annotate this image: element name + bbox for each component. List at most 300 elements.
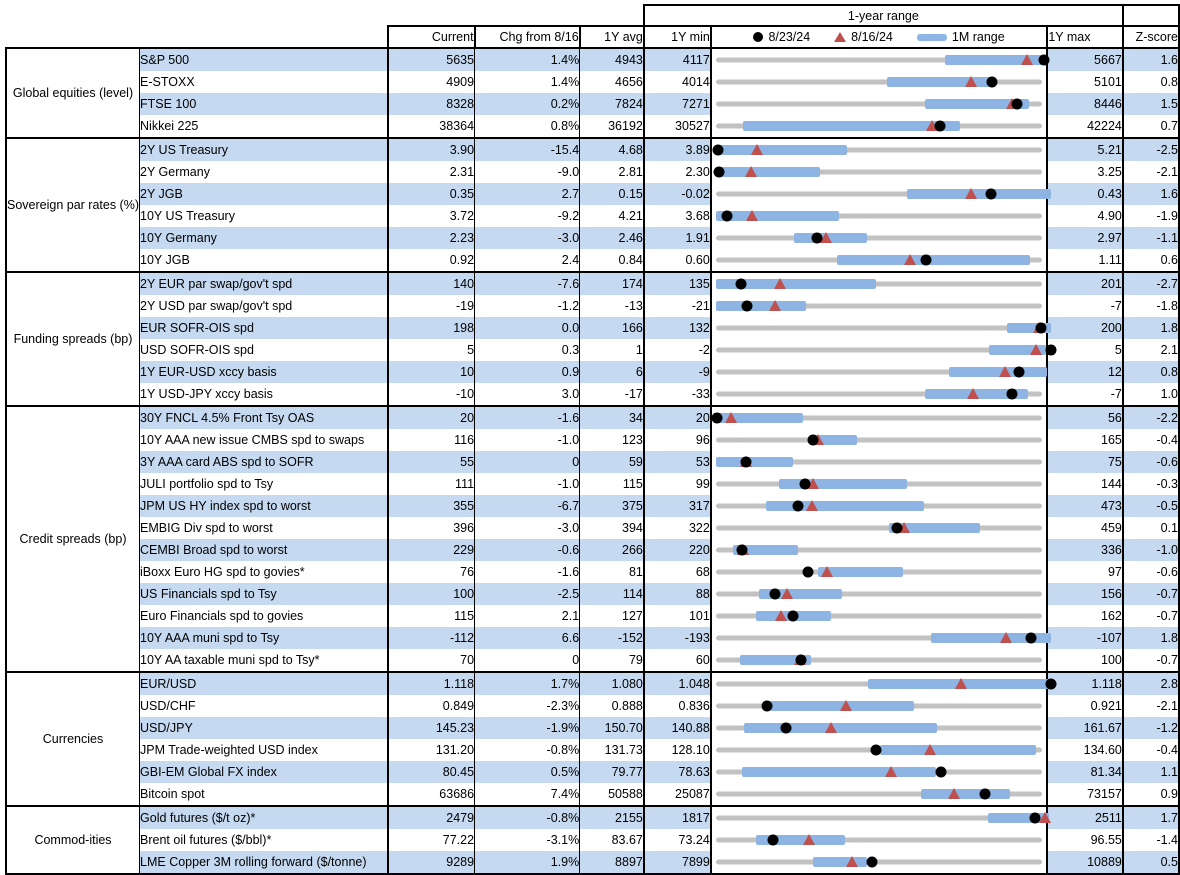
table-row — [6, 517, 1179, 539]
current-value: 77.22 — [388, 829, 475, 851]
table-row — [6, 295, 1179, 317]
avg-value: 0.888 — [580, 695, 644, 717]
chg-value: 0.9 — [475, 361, 580, 383]
row-label: 10Y Germany — [140, 227, 388, 249]
max-value: -107 — [1047, 627, 1123, 649]
range-chart — [711, 183, 1048, 205]
min-value: 96 — [644, 429, 711, 451]
triangle-marker-8-16 — [803, 834, 815, 845]
row-label: GBI-EM Global FX index — [140, 761, 388, 783]
current-value: 0.35 — [388, 183, 475, 205]
current-value: 80.45 — [388, 761, 475, 783]
max-value: 1.11 — [1047, 249, 1123, 272]
table-row — [6, 205, 1179, 227]
chg-value: 0.2% — [475, 93, 580, 115]
triangle-marker-8-16 — [1039, 812, 1051, 823]
table-row — [6, 429, 1179, 451]
zscore-value: -1.1 — [1123, 227, 1179, 249]
chg-value: -15.4 — [475, 138, 580, 161]
one-month-range-bar — [744, 723, 938, 733]
dot-marker-8-23 — [1012, 99, 1023, 110]
range-chart — [711, 806, 1048, 829]
zscore-value: -2.5 — [1123, 138, 1179, 161]
table-row — [6, 406, 1179, 429]
triangle-marker-8-16 — [751, 144, 763, 155]
table-row — [6, 829, 1179, 851]
zscore-value: -1.8 — [1123, 295, 1179, 317]
table-row — [6, 539, 1179, 561]
table-row — [6, 183, 1179, 205]
current-value: -112 — [388, 627, 475, 649]
col-header-chg: Chg from 8/16 — [475, 26, 580, 48]
section-title: Credit spreads (bp) — [6, 406, 140, 672]
chg-value: 0.8% — [475, 115, 580, 138]
row-label: 2Y Germany — [140, 161, 388, 183]
min-value: 140.88 — [644, 717, 711, 739]
table-row — [6, 495, 1179, 517]
zscore-value: -0.7 — [1123, 649, 1179, 672]
min-value: 73.24 — [644, 829, 711, 851]
zscore-value: -1.0 — [1123, 539, 1179, 561]
min-value: 0.836 — [644, 695, 711, 717]
avg-value: 6 — [580, 361, 644, 383]
min-value: 101 — [644, 605, 711, 627]
table-row — [6, 451, 1179, 473]
max-value: 459 — [1047, 517, 1123, 539]
table-row — [6, 761, 1179, 783]
min-value: 317 — [644, 495, 711, 517]
triangle-marker-8-16 — [885, 766, 897, 777]
avg-value: 4943 — [580, 48, 644, 71]
zscore-value: 0.7 — [1123, 115, 1179, 138]
triangle-marker-8-16 — [965, 188, 977, 199]
one-month-range-bar — [813, 857, 867, 867]
data-table — [5, 4, 1180, 875]
avg-value: 0.15 — [580, 183, 644, 205]
range-track — [716, 526, 1043, 531]
chg-value: -1.0 — [475, 473, 580, 495]
min-value: -193 — [644, 627, 711, 649]
range-chart — [711, 115, 1048, 138]
range-chart — [711, 383, 1048, 406]
current-value: 5 — [388, 339, 475, 361]
range-chart — [711, 583, 1048, 605]
range-chart — [711, 561, 1048, 583]
dot-marker-8-23 — [721, 211, 732, 222]
table-row — [6, 115, 1179, 138]
dot-marker-8-23 — [811, 233, 822, 244]
range-chart — [711, 717, 1048, 739]
range-chart — [711, 227, 1048, 249]
min-value: 68 — [644, 561, 711, 583]
dot-marker-8-23 — [736, 279, 747, 290]
zscore-value: 1.7 — [1123, 806, 1179, 829]
header-row-columns — [6, 26, 1179, 48]
current-value: 116 — [388, 429, 475, 451]
header-blank — [6, 5, 644, 26]
row-label: 10Y US Treasury — [140, 205, 388, 227]
section-title: Global equities (level) — [6, 48, 140, 138]
zscore-value: -2.1 — [1123, 161, 1179, 183]
max-value: 473 — [1047, 495, 1123, 517]
row-label: 3Y AAA card ABS spd to SOFR — [140, 451, 388, 473]
current-value: 111 — [388, 473, 475, 495]
max-value: -7 — [1047, 383, 1123, 406]
triangle-marker-8-16 — [1000, 632, 1012, 643]
max-value: 200 — [1047, 317, 1123, 339]
chg-value: -7.6 — [475, 272, 580, 295]
triangle-marker-8-16 — [924, 744, 936, 755]
dot-marker-8-23 — [803, 567, 814, 578]
one-month-range-bar — [742, 767, 936, 777]
range-chart — [711, 739, 1048, 761]
legend-label: 1M range — [951, 30, 1005, 44]
current-value: 140 — [388, 272, 475, 295]
table-row — [6, 851, 1179, 874]
legend-label: 8/16/24 — [851, 30, 893, 44]
section-title: Funding spreads (bp) — [6, 272, 140, 406]
table-row — [6, 317, 1179, 339]
dot-marker-8-23 — [866, 857, 877, 868]
current-value: 3.72 — [388, 205, 475, 227]
current-value: 2479 — [388, 806, 475, 829]
current-value: 4909 — [388, 71, 475, 93]
dot-marker-8-23 — [1045, 679, 1056, 690]
table-row — [6, 473, 1179, 495]
dot-marker-8-23 — [920, 255, 931, 266]
max-value: 5.21 — [1047, 138, 1123, 161]
table-row — [6, 649, 1179, 672]
triangle-marker-8-16 — [1021, 54, 1033, 65]
section-title: Sovereign par rates (%) — [6, 138, 140, 272]
row-label: Bitcoin spot — [140, 783, 388, 806]
zscore-value: 1.8 — [1123, 317, 1179, 339]
dot-marker-8-23 — [741, 457, 752, 468]
avg-value: 1.080 — [580, 672, 644, 695]
dot-marker-8-23 — [870, 745, 881, 756]
triangle-marker-8-16 — [955, 678, 967, 689]
table-row — [6, 605, 1179, 627]
range-chart — [711, 317, 1048, 339]
dot-marker-8-23 — [935, 121, 946, 132]
col-header-zscore: Z-score — [1123, 26, 1179, 48]
section-sovereign-par-rates- — [6, 138, 1179, 272]
current-value: -10 — [388, 383, 475, 406]
chg-value: -0.6 — [475, 539, 580, 561]
current-value: 38364 — [388, 115, 475, 138]
triangle-marker-8-16 — [967, 388, 979, 399]
chg-value: 2.7 — [475, 183, 580, 205]
zscore-value: -1.9 — [1123, 205, 1179, 227]
one-month-range-bar — [716, 301, 806, 311]
bar-legend-icon — [917, 34, 947, 41]
avg-value: 150.70 — [580, 717, 644, 739]
section-title: Currencies — [6, 672, 140, 806]
current-value: 100 — [388, 583, 475, 605]
row-label: JULI portfolio spd to Tsy — [140, 473, 388, 495]
range-track — [716, 438, 1043, 443]
min-value: 1817 — [644, 806, 711, 829]
one-month-range-bar — [766, 501, 923, 511]
current-value: 198 — [388, 317, 475, 339]
row-label: Euro Financials spd to govies — [140, 605, 388, 627]
zscore-value: 1.1 — [1123, 761, 1179, 783]
min-value: 1.048 — [644, 672, 711, 695]
table-row — [6, 161, 1179, 183]
zscore-value: 0.8 — [1123, 71, 1179, 93]
triangle-marker-8-16 — [965, 76, 977, 87]
max-value: 134.60 — [1047, 739, 1123, 761]
table-row — [6, 717, 1179, 739]
avg-value: 79.77 — [580, 761, 644, 783]
one-month-range-bar — [779, 479, 907, 489]
min-value: 3.68 — [644, 205, 711, 227]
avg-value: 174 — [580, 272, 644, 295]
section-title: Commod-ities — [6, 806, 140, 874]
chg-value: -3.0 — [475, 227, 580, 249]
table-row — [6, 138, 1179, 161]
range-chart — [711, 627, 1048, 649]
triangle-marker-8-16 — [846, 856, 858, 867]
range-chart — [711, 272, 1048, 295]
dot-marker-8-23 — [736, 545, 747, 556]
triangle-marker-8-16 — [774, 278, 786, 289]
one-month-range-bar — [716, 145, 847, 155]
range-chart — [711, 605, 1048, 627]
current-value: 355 — [388, 495, 475, 517]
table-row — [6, 361, 1179, 383]
row-label: USD/CHF — [140, 695, 388, 717]
min-value: 1.91 — [644, 227, 711, 249]
current-value: 0.92 — [388, 249, 475, 272]
current-value: 3.90 — [388, 138, 475, 161]
current-value: 0.849 — [388, 695, 475, 717]
range-chart — [711, 829, 1048, 851]
range-chart — [711, 649, 1048, 672]
chg-value: 1.4% — [475, 71, 580, 93]
current-value: 115 — [388, 605, 475, 627]
section-credit-spreads-bp- — [6, 406, 1179, 672]
avg-value: 34 — [580, 406, 644, 429]
max-value: 336 — [1047, 539, 1123, 561]
current-value: 2.23 — [388, 227, 475, 249]
range-chart — [711, 473, 1048, 495]
max-value: 0.921 — [1047, 695, 1123, 717]
chg-value: 3.0 — [475, 383, 580, 406]
row-label: EUR/USD — [140, 672, 388, 695]
current-value: 1.118 — [388, 672, 475, 695]
triangle-marker-8-16 — [999, 366, 1011, 377]
dot-marker-8-23 — [986, 77, 997, 88]
min-value: 7899 — [644, 851, 711, 874]
max-value: 3.25 — [1047, 161, 1123, 183]
max-value: -7 — [1047, 295, 1123, 317]
avg-value: 7824 — [580, 93, 644, 115]
table-row — [6, 227, 1179, 249]
table-row — [6, 695, 1179, 717]
row-label: JPM US HY index spd to worst — [140, 495, 388, 517]
one-month-range-bar — [716, 211, 839, 221]
triangle-marker-8-16 — [840, 700, 852, 711]
zscore-value: -2.2 — [1123, 406, 1179, 429]
table-row — [6, 71, 1179, 93]
zscore-value: -0.6 — [1123, 451, 1179, 473]
min-value: 0.60 — [644, 249, 711, 272]
dot-marker-8-23 — [935, 767, 946, 778]
header-blank — [6, 26, 388, 48]
triangle-marker-8-16 — [746, 210, 758, 221]
avg-value: 79 — [580, 649, 644, 672]
min-value: 30527 — [644, 115, 711, 138]
one-month-range-bar — [921, 789, 1010, 799]
avg-value: 4656 — [580, 71, 644, 93]
chg-value: 0 — [475, 649, 580, 672]
triangle-marker-8-16 — [904, 254, 916, 265]
row-label: CEMBI Broad spd to worst — [140, 539, 388, 561]
avg-value: 2.46 — [580, 227, 644, 249]
legend-item-triangle — [834, 30, 893, 44]
chg-value: 0.5% — [475, 761, 580, 783]
triangle-marker-8-16 — [725, 412, 737, 423]
table-row — [6, 249, 1179, 272]
col-header-1y-avg: 1Y avg — [580, 26, 644, 48]
chg-value: -3.0 — [475, 517, 580, 539]
chg-value: -3.1% — [475, 829, 580, 851]
max-value: 75 — [1047, 451, 1123, 473]
chg-value: 1.4% — [475, 48, 580, 71]
max-value: 56 — [1047, 406, 1123, 429]
avg-value: 115 — [580, 473, 644, 495]
row-label: 2Y US Treasury — [140, 138, 388, 161]
max-value: 100 — [1047, 649, 1123, 672]
dot-marker-8-23 — [1013, 367, 1024, 378]
dot-marker-8-23 — [1026, 633, 1037, 644]
dot-marker-8-23 — [714, 167, 725, 178]
avg-value: 266 — [580, 539, 644, 561]
dot-marker-8-23 — [780, 723, 791, 734]
current-value: 20 — [388, 406, 475, 429]
table-row — [6, 272, 1179, 295]
col-header-1y-min: 1Y min — [644, 26, 711, 48]
avg-value: 131.73 — [580, 739, 644, 761]
zscore-value: 1.6 — [1123, 48, 1179, 71]
dot-marker-8-23 — [787, 611, 798, 622]
one-month-range-bar — [716, 167, 821, 177]
current-value: 396 — [388, 517, 475, 539]
zscore-value: 2.1 — [1123, 339, 1179, 361]
dot-marker-8-23 — [712, 413, 723, 424]
max-value: 12 — [1047, 361, 1123, 383]
triangle-marker-8-16 — [781, 588, 793, 599]
avg-value: 394 — [580, 517, 644, 539]
one-month-range-bar — [837, 255, 1030, 265]
dot-marker-8-23 — [979, 789, 990, 800]
table-row — [6, 627, 1179, 649]
min-value: 132 — [644, 317, 711, 339]
chg-value: 0 — [475, 451, 580, 473]
range-chart — [711, 249, 1048, 272]
row-label: 10Y AA taxable muni spd to Tsy* — [140, 649, 388, 672]
table-row — [6, 672, 1179, 695]
row-label: Brent oil futures ($/bbl)* — [140, 829, 388, 851]
one-month-range-bar — [880, 745, 1036, 755]
min-value: 135 — [644, 272, 711, 295]
zscore-value: 1.0 — [1123, 383, 1179, 406]
max-value: 144 — [1047, 473, 1123, 495]
min-value: -9 — [644, 361, 711, 383]
min-value: 53 — [644, 451, 711, 473]
avg-value: -13 — [580, 295, 644, 317]
dot-marker-8-23 — [1038, 55, 1049, 66]
chg-value: 1.7% — [475, 672, 580, 695]
dot-marker-8-23 — [769, 589, 780, 600]
chg-value: 0.3 — [475, 339, 580, 361]
min-value: 78.63 — [644, 761, 711, 783]
chg-value: -1.6 — [475, 561, 580, 583]
dot-marker-8-23 — [795, 655, 806, 666]
range-chart — [711, 93, 1048, 115]
row-label: S&P 500 — [140, 48, 388, 71]
chg-value: -6.7 — [475, 495, 580, 517]
zscore-value: -0.7 — [1123, 583, 1179, 605]
avg-value: 166 — [580, 317, 644, 339]
row-label: 1Y USD-JPY xccy basis — [140, 383, 388, 406]
dot-marker-8-23 — [807, 435, 818, 446]
min-value: 2.30 — [644, 161, 711, 183]
table-row — [6, 739, 1179, 761]
triangle-marker-8-16 — [769, 300, 781, 311]
max-value: 165 — [1047, 429, 1123, 451]
max-value: 2.97 — [1047, 227, 1123, 249]
table-row — [6, 339, 1179, 361]
avg-value: 50588 — [580, 783, 644, 806]
legend-label: 8/23/24 — [768, 30, 811, 44]
triangle-legend-icon — [834, 32, 846, 42]
current-value: 63686 — [388, 783, 475, 806]
current-value: 70 — [388, 649, 475, 672]
min-value: -33 — [644, 383, 711, 406]
chg-value: -9.2 — [475, 205, 580, 227]
chg-value: -2.5 — [475, 583, 580, 605]
range-chart — [711, 406, 1048, 429]
avg-value: 36192 — [580, 115, 644, 138]
min-value: 60 — [644, 649, 711, 672]
dot-marker-8-23 — [800, 479, 811, 490]
table-row — [6, 806, 1179, 829]
row-label: E-STOXX — [140, 71, 388, 93]
one-month-range-bar — [907, 189, 1051, 199]
zscore-value: 2.8 — [1123, 672, 1179, 695]
zscore-value: 0.6 — [1123, 249, 1179, 272]
row-label: LME Copper 3M rolling forward ($/tonne) — [140, 851, 388, 874]
min-value: -21 — [644, 295, 711, 317]
row-label: 30Y FNCL 4.5% Front Tsy OAS — [140, 406, 388, 429]
dot-legend-icon — [753, 32, 763, 42]
range-chart — [711, 517, 1048, 539]
dot-marker-8-23 — [713, 145, 724, 156]
max-value: 8446 — [1047, 93, 1123, 115]
min-value: 99 — [644, 473, 711, 495]
range-chart — [711, 451, 1048, 473]
triangle-marker-8-16 — [806, 500, 818, 511]
range-chart — [711, 361, 1048, 383]
max-value: 1.118 — [1047, 672, 1123, 695]
row-label: JPM Trade-weighted USD index — [140, 739, 388, 761]
current-value: 229 — [388, 539, 475, 561]
max-value: 10889 — [1047, 851, 1123, 874]
triangle-marker-8-16 — [821, 566, 833, 577]
row-label: Nikkei 225 — [140, 115, 388, 138]
